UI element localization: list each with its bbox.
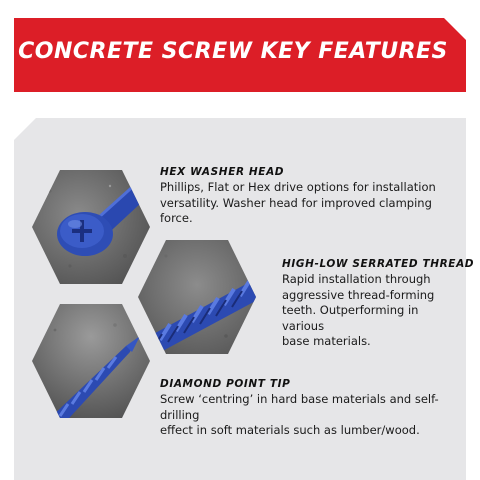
description-line: Phillips, Flat or Hex drive options for installation (160, 180, 436, 194)
description-line: teeth. Outperforming in various (282, 303, 419, 333)
description-line: base materials. (282, 334, 371, 348)
screw-thread-image (136, 236, 258, 358)
screw-tip-image (30, 300, 152, 422)
screw-head-image (30, 166, 152, 288)
feature-title-serrated-thread: HIGH-LOW SERRATED THREAD (282, 258, 475, 270)
feature-description-diamond-point-tip (160, 392, 460, 439)
description-line: aggressive thread-forming (282, 287, 435, 302)
feature-title-diamond-point-tip: DIAMOND POINT TIP (160, 378, 291, 390)
description-line: versatility. Washer head for improved clamping force. (160, 195, 432, 225)
feature-description-serrated-thread (282, 272, 462, 350)
description-line: Screw ‘centring’ in hard base materials and self-drilling (160, 392, 439, 422)
feature-title-hex-washer-head: HEX WASHER HEAD (160, 166, 285, 178)
description-line: effect in soft materials such as lumber/wood. (160, 423, 420, 437)
feature-description-hex-washer-head (160, 180, 460, 227)
description-line: Rapid installation through (282, 272, 431, 286)
page-title: CONCRETE SCREW KEY FEATURES (18, 39, 448, 64)
